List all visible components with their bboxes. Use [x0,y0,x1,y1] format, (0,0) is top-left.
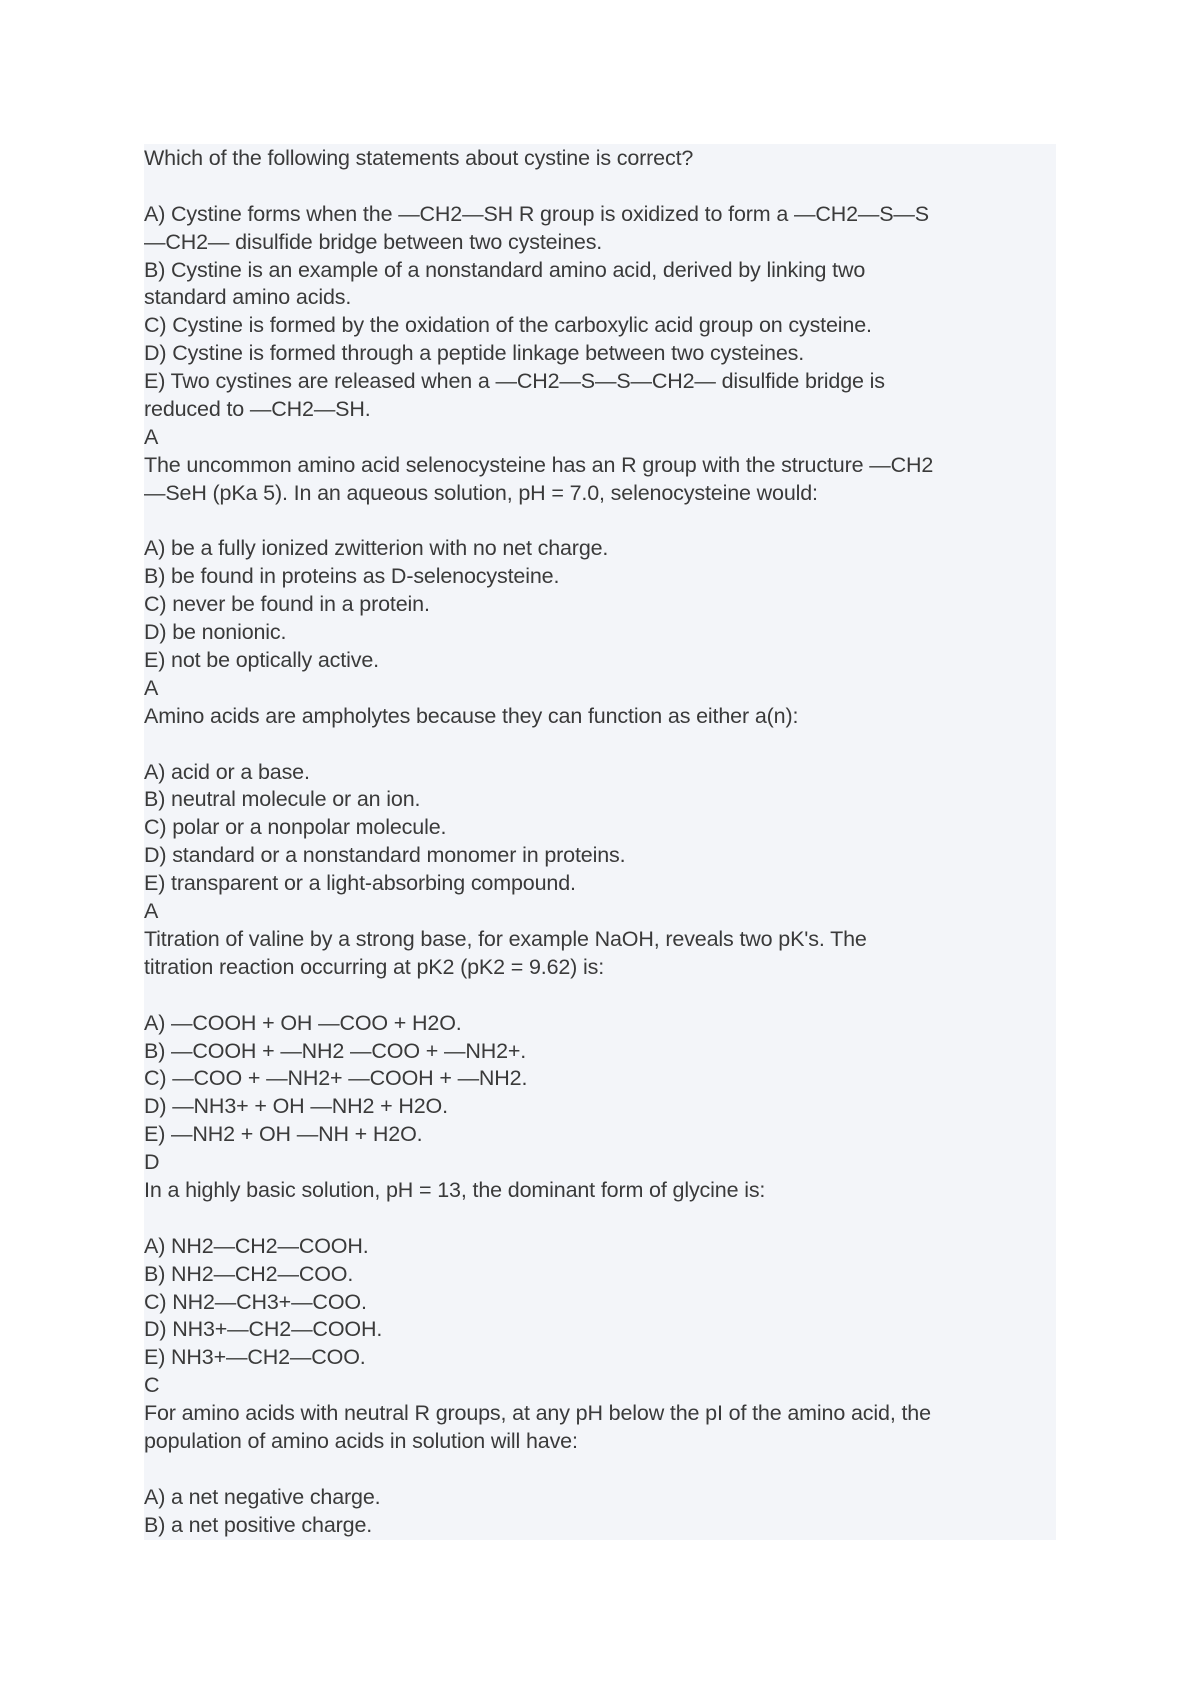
text-line: D) standard or a nonstandard monomer in proteins. [144,843,626,868]
text-line: A [144,424,159,449]
text-line: E) not be optically active. [144,648,379,673]
text-line: Which of the following statements about cystine is correct? [144,146,694,170]
text-line: A [144,899,159,924]
blank-line [144,173,1056,201]
text-line: C) —COO + —NH2+ —COOH + —NH2. [144,1066,528,1091]
text-line: titration reaction occurring at pK2 (pK2 = 9.62) is: [144,954,605,979]
text-line: Amino acids are ampholytes because they can function as either a(n): [144,703,799,728]
document-text [144,145,1056,1540]
text-line: A) be a fully ionized zwitterion with no net charge. [144,536,609,561]
text-line: B) —COOH + —NH2 —COO + —NH2+. [144,1038,527,1063]
text-line: The uncommon amino acid selenocysteine has an R group with the structure —CH2 [144,452,934,477]
blank-line [144,1456,1056,1484]
blank-line [144,731,1056,759]
text-line: D) be nonionic. [144,620,287,645]
text-line: D [144,1150,160,1175]
blank-line [144,982,1056,1010]
text-line: population of amino acids in solution will have: [144,1428,578,1453]
text-line: B) Cystine is an example of a nonstandard amino acid, derived by linking two [144,257,866,282]
text-line: standard amino acids. [144,285,352,310]
blank-line [144,508,1056,536]
text-line: —SeH (pKa 5). In an aqueous solution, pH = 7.0, selenocysteine would: [144,480,818,505]
text-line: D) NH3+—CH2—COOH. [144,1317,383,1342]
text-line: —CH2— disulfide bridge between two cysteines. [144,229,603,254]
text-line: E) Two cystines are released when a —CH2—S—S—CH2— disulfide bridge is [144,369,885,394]
text-line: E) transparent or a light-absorbing compound. [144,871,576,896]
text-line: For amino acids with neutral R groups, at any pH below the pI of the amino acid, the [144,1401,931,1426]
text-line: C [144,1373,160,1398]
text-line: E) —NH2 + OH —NH + H2O. [144,1122,423,1147]
text-line: B) NH2—CH2—COO. [144,1261,354,1286]
text-line: A) a net negative charge. [144,1484,381,1509]
text-line: C) Cystine is formed by the oxidation of the carboxylic acid group on cysteine. [144,313,872,338]
text-line: C) NH2—CH3+—COO. [144,1289,367,1314]
text-line: reduced to —CH2—SH. [144,397,371,422]
text-line: B) be found in proteins as D-selenocysteine. [144,564,560,589]
text-line: Titration of valine by a strong base, for example NaOH, reveals two pK's. The [144,926,867,951]
text-line: D) Cystine is formed through a peptide linkage between two cysteines. [144,341,805,366]
text-line: B) neutral molecule or an ion. [144,787,421,812]
text-line: E) NH3+—CH2—COO. [144,1345,366,1370]
text-line: C) polar or a nonpolar molecule. [144,815,447,840]
text-line: A) Cystine forms when the —CH2—SH R group is oxidized to form a —CH2—S—S [144,201,929,226]
text-line: A) acid or a base. [144,759,310,784]
text-line: A [144,675,159,700]
text-line: D) —NH3+ + OH —NH2 + H2O. [144,1094,448,1119]
blank-line [144,1205,1056,1233]
text-line: B) a net positive charge. [144,1512,373,1537]
text-line: In a highly basic solution, pH = 13, the dominant form of glycine is: [144,1177,766,1202]
text-line: A) —COOH + OH —COO + H2O. [144,1010,462,1035]
text-line: A) NH2—CH2—COOH. [144,1233,369,1258]
text-line: C) never be found in a protein. [144,592,430,617]
